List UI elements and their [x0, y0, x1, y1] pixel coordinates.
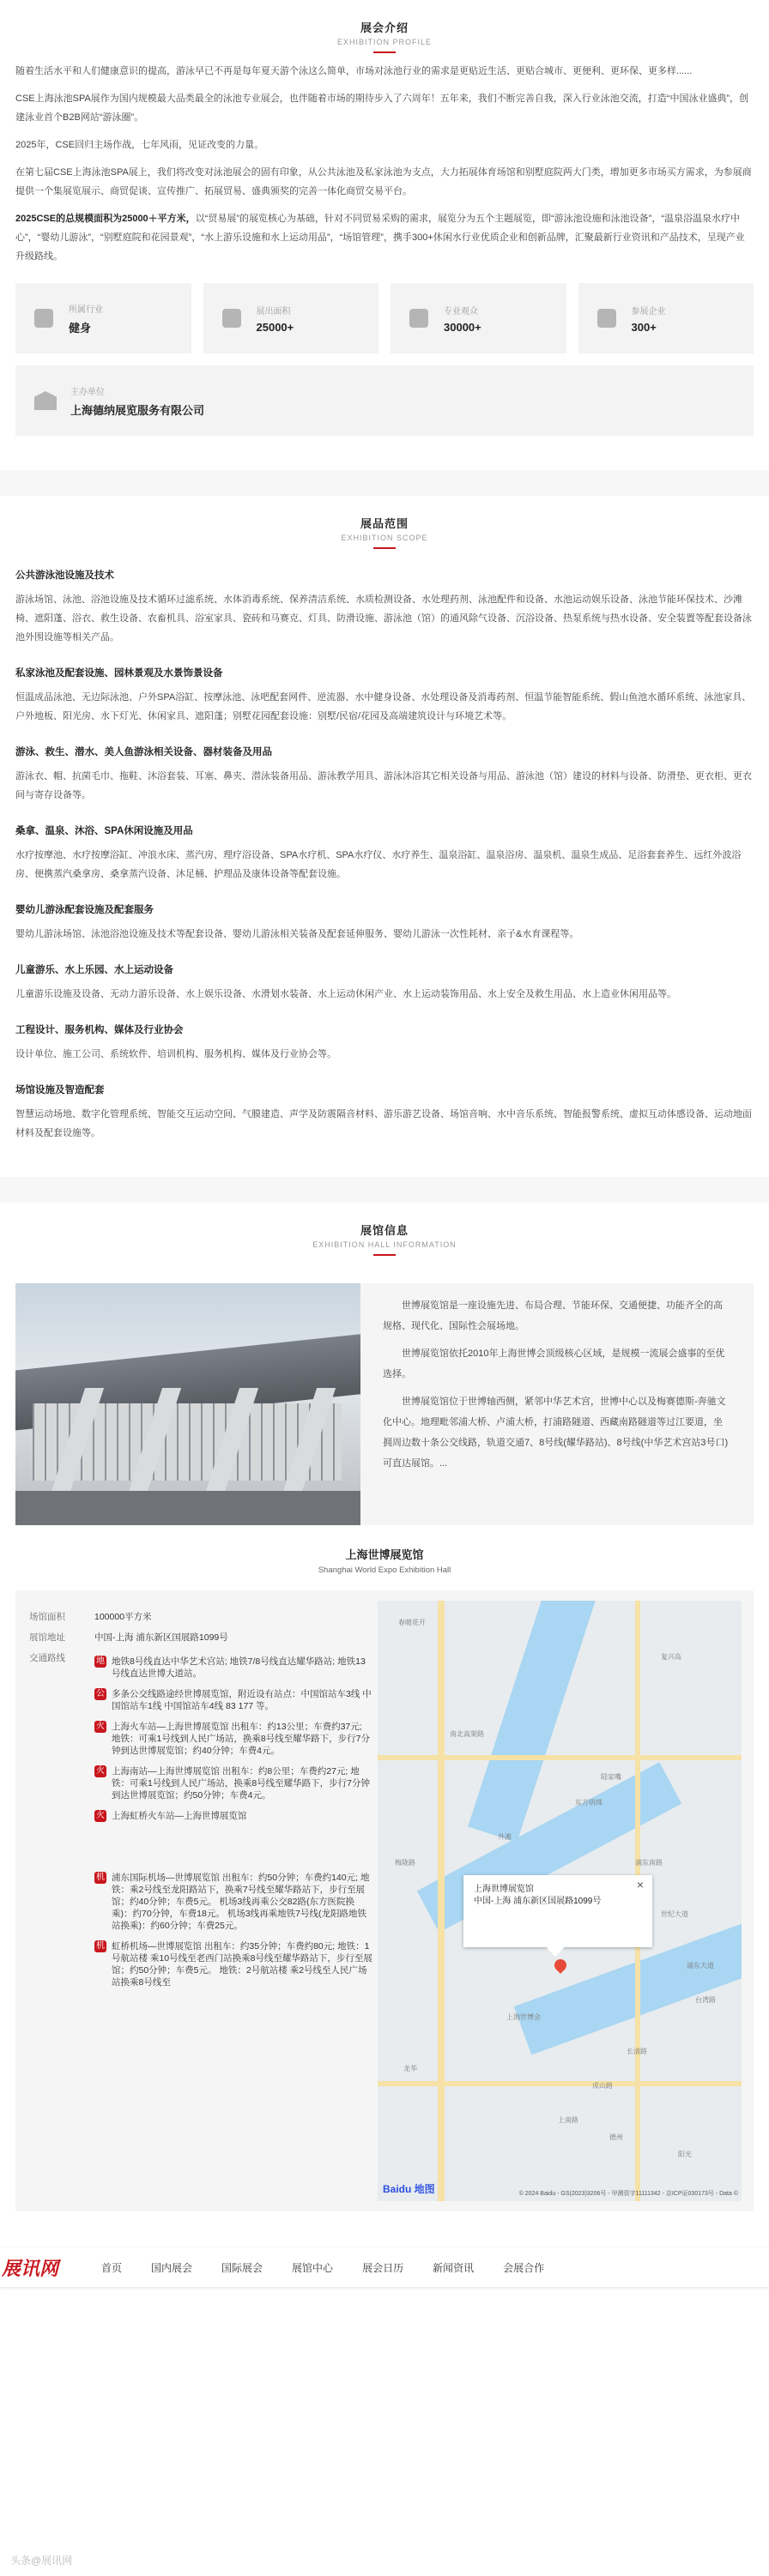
- map-copyright: © 2024 Baidu - GS(2023)3206号 - 甲测资字11111342 - 京ICP证030173号 - Data ©: [518, 2191, 738, 2197]
- map-label: 上海世博会: [506, 2013, 541, 2021]
- route-item: [94, 1656, 372, 1680]
- stat-value: 30000+: [444, 320, 481, 334]
- map-road: [378, 2081, 742, 2086]
- train-icon: 火: [96, 1722, 105, 1731]
- airport-icon: 机: [96, 1873, 105, 1882]
- nav-news[interactable]: 新闻资讯: [433, 2261, 475, 2274]
- map-road: [378, 1755, 742, 1760]
- map-label: 浦东大道: [687, 1962, 714, 1970]
- venue-name-en: Shanghai World Expo Exhibition Hall: [318, 1566, 451, 1575]
- train-icon: 火: [96, 1766, 105, 1776]
- map-label: 陆家嘴: [601, 1773, 621, 1781]
- hall-subtitle: EXHIBITION HALL INFORMATION: [312, 1240, 457, 1249]
- route-list: [29, 1656, 372, 1988]
- scope-subtitle: EXHIBITION SCOPE: [341, 534, 428, 542]
- map-label: 南北高架路: [450, 1730, 484, 1738]
- hall-paragraph: 世博展览馆位于世博轴西侧，紧邻中华艺术宫，世博中心以及梅赛德斯-奔驰文化中心。地理毗邻浦大桥、卢浦大桥，打浦路隧道、西藏南路隧道等过江要道，坐拥周边数十条公交线路，轨道交通7、8号线(耀华路站)、8号线(中华艺术宫站3号口)可直达展馆。...: [383, 1397, 729, 1469]
- venue-address-value: 中国-上海 浦东新区国展路1099号: [94, 1632, 228, 1643]
- hall-photo-ground: [15, 1491, 360, 1525]
- dumbbell-icon: [34, 309, 53, 328]
- venue-name: 上海世博展览馆: [345, 1548, 424, 1561]
- route-text: 多条公交线路途经世博展览馆，附近设有站点：中国馆站车3线 中国馆站车1线 中国馆站车4线 83 177 等。: [112, 1689, 372, 1711]
- hall-info: [15, 1283, 754, 1525]
- map-road: [438, 1601, 445, 2201]
- stat-card-audience: [391, 283, 566, 353]
- route-item: [94, 1872, 372, 1932]
- nav-cooperation[interactable]: 会展合作: [503, 2261, 545, 2274]
- popup-address: 中国-上海 浦东新区国展路1099号: [474, 1897, 602, 1906]
- scope-text: 婴幼儿游泳场馆、泳池浴池设施及技术等配套设备、婴幼儿游泳相关装备及配套延伸服务、婴幼儿游泳一次性耗材、亲子&水育课程等。: [15, 929, 579, 939]
- scope-heading: 儿童游乐、水上乐园、水上运动设备: [15, 965, 173, 975]
- venue-title-block: [15, 1546, 754, 1575]
- intro-subtitle: EXHIBITION PROFILE: [336, 38, 433, 46]
- venue-map[interactable]: [378, 1601, 742, 2201]
- map-label: 德州: [609, 2133, 623, 2141]
- hall-title: 展馆信息: [360, 1224, 409, 1237]
- stats-row: [15, 283, 754, 353]
- title-underline: [373, 547, 396, 549]
- close-icon[interactable]: ×: [636, 1878, 644, 1891]
- route-text: 浦东国际机场—世博展览馆 出租车：约50分钟；车费约140元; 地铁：乘2号线至龙阳路站下，换乘7号线至耀华路站下，步行至展馆；约40分钟；车费5元。 机场3线再乘公交82路(东方医院换乘)：约70分钟，车费18元。 机场3线再乘地铁7号线(龙阳路地铁站换乘)：约60分钟；车费25元。: [112, 1873, 370, 1931]
- intro-paragraph: 在第七届CSE上海泳池SPA展上，我们将改变对泳池展会的固有印象，从公共泳池及私家泳池为支点，大力拓展体育场馆和别墅庭院两大门类，增加更多市场买方需求，为参展商提供一个集展览展示、商贸促谈、宣传推广、拓展贸易、盛典颁奖的完善一体化商贸交易平台。: [15, 167, 752, 196]
- scope-text: 设计单位、施工公司、系统软件、培训机构、服务机构、媒体及行业协会等。: [15, 1049, 336, 1059]
- map-label: 龙华: [403, 2065, 417, 2072]
- baidu-logo: Baidu 地图: [383, 2183, 435, 2195]
- stat-label: 展出面积: [256, 306, 291, 317]
- popup-title: 上海世博展览馆: [474, 1885, 534, 1894]
- map-label: 浦东南路: [635, 1859, 663, 1867]
- stat-label: 所属行业: [69, 305, 103, 315]
- map-label: 世纪大道: [661, 1910, 688, 1918]
- site-logo[interactable]: 展讯网: [2, 2257, 59, 2279]
- route-text: 虹桥机场—世博展览馆 出租车：约35分钟；车费约80元; 地铁：1号航站楼 乘10号线至老西门站换乘8号线至耀华路站下，步行至展馆；约50分钟；车费5元。 地铁：2号航站楼 乘2号线至人民广场站换乘8号线至: [112, 1941, 372, 1988]
- organizer-value: 上海德纳展览服务有限公司: [70, 403, 205, 417]
- venue-details: [29, 1601, 372, 2201]
- building-icon: [34, 391, 57, 410]
- scope-heading: 游泳、救生、潜水、美人鱼游泳相关设备、器材装备及用品: [15, 747, 272, 757]
- hall-photo: [15, 1283, 360, 1525]
- scope-text: 儿童游乐设施及设备、无动力游乐设备、水上娱乐设备、水滑划水装备、水上运动休闲产业、水上运动装饰用品、水上安全及救生用品、水上造业休闲用品等。: [15, 989, 676, 999]
- scope-heading: 公共游泳池设施及技术: [15, 570, 114, 581]
- hall-section-title: [15, 1203, 754, 1256]
- map-label: 成山路: [592, 2082, 613, 2090]
- scope-heading: 婴幼儿游泳配套设施及配套服务: [15, 905, 154, 915]
- venue-area-row: [29, 1604, 372, 1623]
- scope-text: 游泳衣、帽、抗菌毛巾、拖鞋、沐浴套装、耳塞、鼻夹、潜泳装备用品、游泳教学用具、游泳沐浴其它相关设备与用品、游泳池（馆）建设的材料与设备、防滑垫、更衣柜、更衣间与寄存设备等。: [15, 771, 752, 800]
- route-item: [94, 1940, 372, 1988]
- intro-highlight-bold: 2025CSE的总规模面积为25000＋平方米，: [15, 214, 196, 224]
- route-item: [94, 1721, 372, 1757]
- map-label: 台湾路: [695, 1996, 716, 2004]
- stat-value: 300+: [631, 320, 657, 334]
- map-pin-icon[interactable]: [552, 1957, 569, 1974]
- map-label: 梅陇路: [395, 1859, 415, 1867]
- route-text: 上海虹桥火车站—上海世博展览馆: [112, 1811, 247, 1821]
- intro-paragraph: 2025年，CSE回归主场作战，七年风雨，见证改变的力量。: [15, 140, 264, 150]
- map-label: 长清路: [627, 2048, 647, 2055]
- intro-highlight: [15, 209, 754, 266]
- nav-domestic-exhibitions[interactable]: 国内展会: [151, 2261, 193, 2274]
- intro-section-title: [15, 0, 754, 53]
- stat-card-companies: [578, 283, 754, 353]
- stat-label: 专业观众: [444, 306, 478, 317]
- intro-text: [15, 62, 754, 266]
- top-navigation: [0, 2247, 769, 2287]
- airport-icon: 机: [96, 1941, 105, 1951]
- route-text: 地铁8号线直达中华艺术宫站; 地铁7/8号线直达耀华路站; 地铁13号线直达世博大道站。: [112, 1656, 366, 1679]
- nav-international-exhibitions[interactable]: 国际展会: [221, 2261, 263, 2274]
- route-text: 上海火车站—上海世博展览馆 出租车：约13公里；车费约37元; 地铁：可乘1号线到人民广场站，换乘8号线至耀华路下，步行7分钟到达世博展览馆；约40分钟；车费4元。: [112, 1722, 371, 1756]
- intro-highlight-text: 以“贸易展”的展览核心为基础，针对不同贸易采购的需求，展览分为五个主题展览，即“游泳池设施和泳池设备”，“温泉浴温泉水疗中心”，“婴幼儿游泳”，“别墅庭院和花园景观”，“水上游乐设施和水上运动用品”，“场馆管理”，携手300+休闲水行业优质企业和创新品牌，汇聚最新行业资讯和产品技术，呈现产业升级路线。: [15, 214, 745, 262]
- route-text: 上海南站—上海世博展览馆 出租车：约8公里；车费约27元; 地铁：可乘1号线到人民广场站，换乘8号线至耀华路下，步行7分钟到达世博展览馆；约50分钟；车费4元。: [112, 1766, 371, 1801]
- watermark: 头条@展讯网: [10, 2555, 73, 2567]
- nav-exhibition-calendar[interactable]: 展会日历: [362, 2261, 404, 2274]
- map-label: 东方明珠: [575, 1799, 602, 1807]
- scope-text: 水疗按摩池、水疗按摩浴缸、冲浪水床、蒸汽房、理疗浴设备、SPA水疗机、SPA水疗仪、水疗养生、温泉浴缸、温泉浴房、温泉机、温泉生成品、足浴套套养生、远红外波浴房、便携蒸汽桑拿房、桑拿蒸汽设备、沐足桶、护理品及康体设备等配套设施。: [15, 850, 742, 879]
- scope-heading: 工程设计、服务机构、媒体及行业协会: [15, 1025, 184, 1035]
- hall-paragraph: 世博展览馆是一座设施先进、布局合理、节能环保、交通便捷、功能齐全的高规格、现代化、国际性会展场地。: [383, 1300, 723, 1331]
- audience-icon: [409, 309, 428, 328]
- hall-description: [360, 1283, 754, 1525]
- map-label: 外滩: [498, 1833, 512, 1841]
- venue-address-label: 展馆地址: [29, 1632, 65, 1643]
- scope-text: 游泳场馆、泳池、浴池设施及技术循环过滤系统、水体消毒系统、保养清洁系统、水质检测设备、水处理药剂、泳池配件和设备、水池运动娱乐设备、泳池节能环保技术、沙滩椅、遮阳蓬、浴衣、救生设备、农畜机具、浴室家具、瓷砖和马赛克、灯具、防滑设施、游泳池（馆）的通风除气设备、沉浴设备、热泵系统与热水设备、安全装置等配套设备泳池外围设施等相关产品。: [15, 594, 752, 642]
- venue-panel: [15, 1590, 754, 2211]
- route-item: [94, 1765, 372, 1801]
- intro-paragraph: CSE上海泳池SPA展作为国内规模最大品类最全的泳池专业展会，也伴随着市场的期待步入了六周年！五年来，我们不断完善自我，深入行业泳池交流，打造“中国泳业盛典”，创建泳业首个B2B网站“游泳圈”。: [15, 94, 749, 123]
- scope-section-title: [15, 496, 754, 549]
- map-label: 复兴岛: [661, 1653, 681, 1661]
- stat-value: 健身: [69, 321, 92, 335]
- train-icon: 火: [96, 1811, 105, 1820]
- scope-text: 恒温成品泳池、无边际泳池、户外SPA浴缸、按摩泳池、泳吧配套网件、逆流器、水中健身设备、水处理设备及消毒药剂、恒温节能智能系统、假山鱼池水循环系统、泳池家具、户外地板、阳光房、水下灯光、休闲家具、遮阳蓬；别墅花园配套设施：别墅/民宿/花园及高端建筑设计与环境艺术等。: [15, 692, 752, 721]
- scope-heading: 场馆设施及智造配套: [15, 1085, 105, 1095]
- scope-list: [15, 568, 754, 1143]
- venue-area-value: 100000平方米: [94, 1612, 152, 1622]
- nav-home[interactable]: 首页: [101, 2261, 123, 2274]
- scope-text: 智慧运动场地、数字化管理系统、智能交互运动空间、气膜建造、声学及防震隔音材料、游乐游艺设备、场馆音响、水中音乐系统、智能报警系统、虚拟互动体感设备、运动地面材料及配套设施等。: [15, 1109, 752, 1138]
- map-info-popup: [463, 1875, 652, 1947]
- venue-traffic-label: 交通路线: [29, 1653, 65, 1663]
- title-underline: [373, 1254, 396, 1256]
- route-item: [94, 1810, 372, 1822]
- stat-value: 25000+: [256, 320, 294, 334]
- scope-heading: 桑拿、温泉、沐浴、SPA休闲设施及用品: [15, 826, 193, 836]
- map-label: 春暖花开: [398, 1619, 426, 1626]
- title-underline: [373, 51, 396, 53]
- bus-icon: 公: [96, 1689, 105, 1698]
- section-divider: [0, 470, 769, 496]
- scope-title: 展品范围: [360, 517, 409, 530]
- venue-area-label: 场馆面积: [29, 1612, 65, 1622]
- area-icon: [222, 309, 241, 328]
- stat-label: 参展企业: [631, 306, 666, 317]
- venue-address-row: [29, 1632, 372, 1644]
- company-icon: [597, 309, 616, 328]
- hall-paragraph: 世博展览馆依托2010年上海世博会顶级核心区域，是规模一流展会盛事的至优选择。: [383, 1348, 725, 1379]
- nav-venue-center[interactable]: 展馆中心: [292, 2261, 334, 2274]
- popup-tail: [547, 1940, 564, 1957]
- route-item: [94, 1688, 372, 1712]
- map-label: 上南路: [558, 2116, 578, 2124]
- scope-heading: 私家泳池及配套设施、园林景观及水景饰景设备: [15, 668, 223, 679]
- map-label: 阳光: [678, 2151, 692, 2158]
- intro-paragraph: 随着生活水平和人们健康意识的提高，游泳早已不再是每年夏天游个泳这么简单，市场对泳池行业的需求是更贴近生活、更贴合城市、更便利、更环保、更多样......: [15, 66, 693, 76]
- organizer-label: 主办单位: [70, 387, 105, 397]
- metro-icon: 地: [96, 1656, 105, 1666]
- intro-title: 展会介绍: [360, 21, 409, 34]
- organizer-card: [15, 365, 754, 436]
- section-divider: [0, 1177, 769, 1203]
- stat-card-industry: [15, 283, 191, 353]
- stat-card-area: [203, 283, 379, 353]
